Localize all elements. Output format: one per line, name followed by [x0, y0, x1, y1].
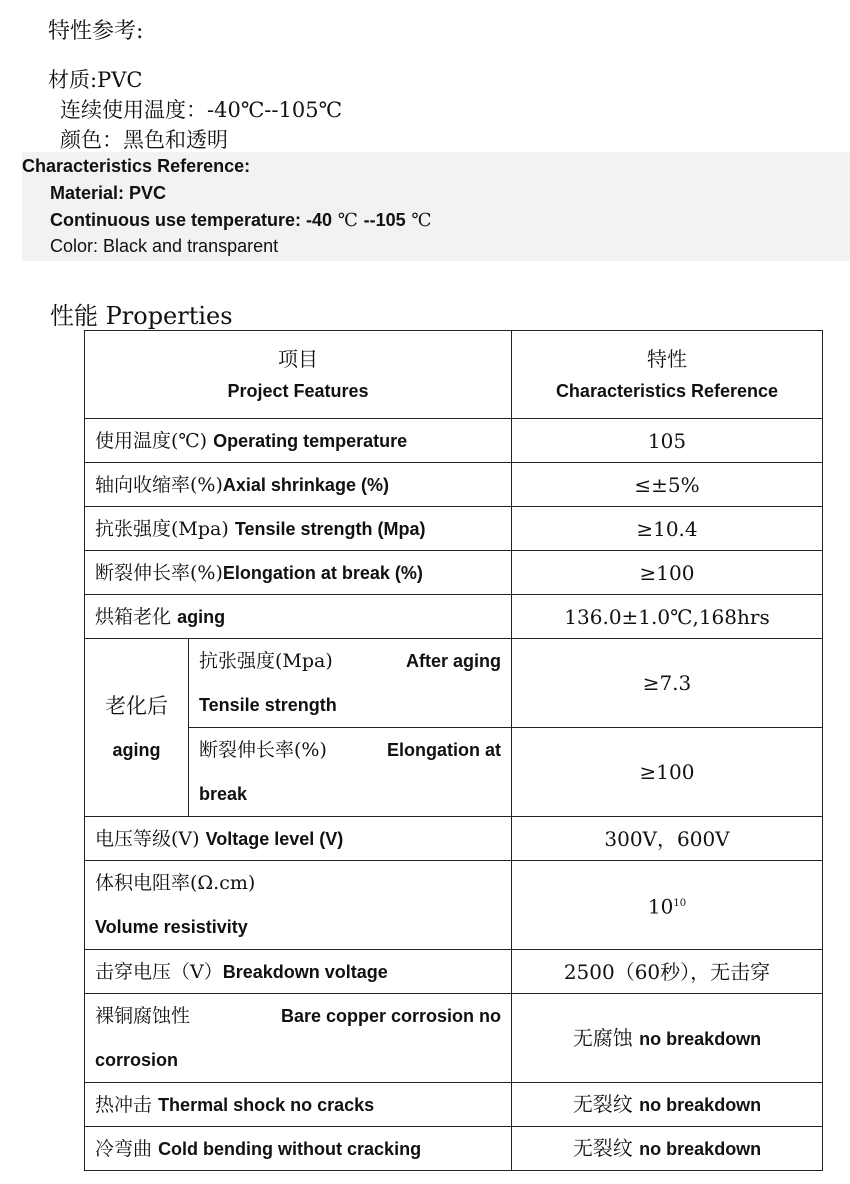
table-row — [85, 507, 823, 551]
row-label — [85, 595, 512, 639]
row-value: ≥100 — [512, 728, 823, 817]
row-label — [189, 639, 512, 728]
table-row — [85, 861, 823, 950]
row-value-en: no breakdown — [639, 1028, 762, 1049]
properties-title: 性能 Properties — [50, 302, 233, 330]
table-row — [85, 1127, 823, 1171]
row-label-cn: 轴向收缩率(%) — [95, 473, 223, 496]
row-label-en: Axial shrinkage (%) — [222, 474, 389, 495]
header-characteristics-cn: 特性 — [647, 346, 687, 371]
header-project — [85, 331, 512, 419]
row-value-en: no breakdown — [639, 1139, 762, 1159]
row-label-line-1 — [199, 728, 501, 772]
english-color: Color: Black and transparent — [50, 236, 279, 256]
material-cn: 材质:PVC — [48, 68, 143, 92]
table-row — [85, 728, 823, 817]
row-label — [85, 507, 512, 551]
row-value: 300V，600V — [512, 817, 823, 861]
row-value-cn: 无腐蚀 — [572, 1025, 633, 1050]
header-project-en: Project Features — [227, 380, 369, 401]
table-header-row — [85, 331, 823, 419]
row-label-cn: 击穿电压（V） — [95, 960, 223, 983]
row-label-cn: 使用温度(℃) — [95, 429, 208, 452]
row-label — [85, 419, 512, 463]
row-label-en-b: corrosion — [95, 1050, 179, 1070]
row-value: ≥10.4 — [512, 507, 823, 551]
row-label-cn: 断裂伸长率(%) — [95, 561, 223, 584]
row-label — [85, 817, 512, 861]
row-label-cn: 烘箱老化 — [95, 605, 172, 628]
aging-group-cn: 老化后 — [105, 693, 168, 718]
row-label-cn: 电压等级(V) — [95, 827, 200, 850]
row-label-en: Operating temperature — [213, 430, 408, 451]
header-characteristics-en: Characteristics Reference — [555, 380, 779, 401]
row-label-en-b: Tensile strength — [199, 695, 337, 715]
temp-label: Continuous use temperature: -40 — [50, 210, 333, 230]
header-characteristics — [512, 331, 823, 419]
properties-table — [84, 330, 823, 1171]
english-material: Material: PVC — [50, 183, 167, 203]
temp-unit-2: ℃ — [405, 210, 432, 231]
row-label-cn: 抗张强度(Mpa) — [95, 517, 229, 540]
temp-unit-1: ℃ — [332, 210, 364, 231]
row-label — [85, 861, 512, 950]
row-label-en-a: Elongation at — [387, 740, 501, 760]
row-value — [512, 861, 823, 950]
table-row — [85, 817, 823, 861]
row-label — [189, 728, 512, 817]
table-row — [85, 1083, 823, 1127]
aging-group-en: aging — [112, 739, 161, 760]
english-temperature — [50, 210, 432, 231]
row-value: 136.0±1.0℃,168hrs — [512, 595, 823, 639]
section-title-cn: 特性参考: — [48, 19, 144, 44]
row-value: ≤±5% — [512, 463, 823, 507]
row-label-en: Voltage level (V) — [205, 828, 344, 849]
row-value — [512, 1127, 823, 1171]
row-label-cn: 体积电阻率(Ω.cm) — [95, 872, 256, 894]
row-label-cn: 抗张强度(Mpa) — [199, 650, 333, 672]
english-title: Characteristics Reference: — [22, 156, 251, 176]
table-row — [85, 551, 823, 595]
row-label-en: Elongation at break (%) — [222, 562, 423, 583]
row-label-cn: 热冲击 — [95, 1093, 153, 1116]
row-label-line-1 — [95, 994, 501, 1038]
aging-group-label — [85, 639, 189, 817]
row-label — [85, 1127, 512, 1171]
header-project-cn: 项目 — [278, 346, 318, 371]
row-label-en: Thermal shock no cracks — [158, 1094, 375, 1115]
row-label-en: Volume resistivity — [95, 917, 248, 937]
row-value-cn: 无裂纹 — [572, 1136, 633, 1160]
row-label-en-a: After aging — [405, 651, 501, 671]
row-label — [85, 1083, 512, 1127]
row-value: ≥7.3 — [512, 639, 823, 728]
row-label-en: Cold bending without cracking — [158, 1138, 422, 1159]
row-label — [85, 551, 512, 595]
row-label — [85, 994, 512, 1083]
row-label-en: aging — [177, 606, 226, 627]
table-row — [85, 639, 823, 728]
row-value — [512, 994, 823, 1083]
table-row — [85, 950, 823, 994]
row-label-line-1 — [199, 639, 501, 683]
table-row — [85, 994, 823, 1083]
table-row — [85, 463, 823, 507]
row-label-cn: 裸铜腐蚀性 — [95, 1005, 191, 1027]
row-label-en: Breakdown voltage — [222, 961, 388, 982]
row-value — [512, 1083, 823, 1127]
row-value: 105 — [512, 419, 823, 463]
row-label-en-a: Bare copper corrosion no — [280, 1006, 501, 1026]
table-row — [85, 595, 823, 639]
resistivity-base: 10 — [647, 894, 674, 919]
row-label-cn: 断裂伸长率(%) — [199, 739, 327, 761]
row-label-en-b: break — [199, 784, 248, 804]
temperature-cn: 连续使用温度：-40℃--105℃ — [60, 98, 343, 122]
row-label — [85, 950, 512, 994]
row-label — [85, 463, 512, 507]
resistivity-exponent: 10 — [673, 897, 687, 909]
row-value: 2500（60秒），无击穿 — [512, 950, 823, 994]
row-label-cn: 冷弯曲 — [95, 1137, 153, 1160]
row-value-cn: 无裂纹 — [572, 1092, 633, 1116]
color-cn: 颜色：黑色和透明 — [60, 128, 228, 152]
row-value-en: no breakdown — [639, 1095, 762, 1115]
temp-mid: --105 — [363, 210, 406, 230]
table-row — [85, 419, 823, 463]
row-label-en: Tensile strength (Mpa) — [234, 518, 426, 539]
row-value: ≥100 — [512, 551, 823, 595]
